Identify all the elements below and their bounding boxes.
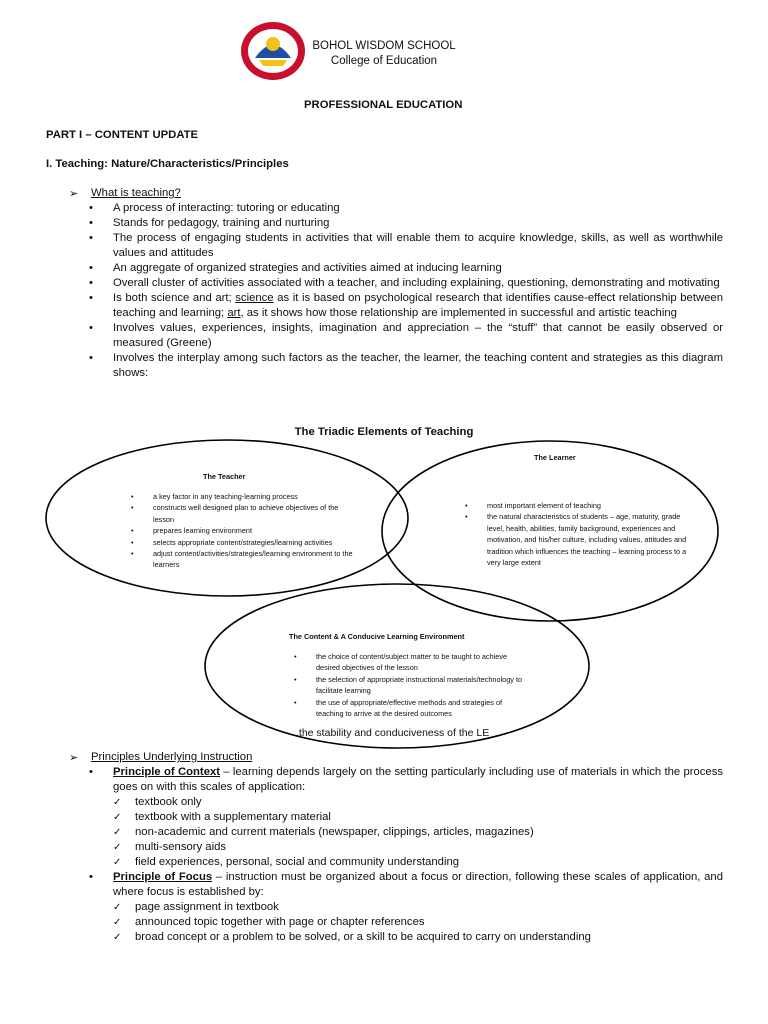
- principle-focus: • Principle of Focus – instruction must be organized about a focus or direction, following these scales of application, and where focus is established by:: [89, 871, 723, 898]
- checklist-item: ✓ announced topic together with page or chapter references: [113, 916, 425, 928]
- checkmark-icon: ✓: [113, 842, 122, 853]
- content-title: The Content & A Conducive Learning Environment: [289, 632, 465, 641]
- doc-title: PROFESSIONAL EDUCATION: [304, 99, 463, 111]
- list-item: • prepares learning environment: [131, 526, 252, 536]
- list-item: • A process of interacting: tutoring or educating: [89, 202, 340, 214]
- what-is-teaching-heading: What is teaching?: [91, 187, 181, 199]
- checklist-item: ✓ textbook only: [113, 796, 202, 808]
- diagram-title: The Triadic Elements of Teaching: [294, 426, 474, 438]
- checklist-item: ✓ broad concept or a problem to be solved, or a skill to be acquired to carry on understanding: [113, 931, 591, 943]
- teacher-list: [131, 491, 353, 571]
- content-list: [294, 651, 530, 728]
- checklist-item: ✓ multi-sensory aids: [113, 841, 227, 853]
- list-item: • the selection of appropriate instructional materials/technology to facilitate learning: [294, 674, 523, 696]
- principle-context: • Principle of Context – learning depends largely on the setting particularly including use of materials in which the process goes on with this scales of application:: [89, 766, 723, 793]
- list-item: • the natural characteristics of students – age, maturity, grade level, health, abilities, family background, experiences and motivation, and his/her culture, including values, attitudes and tradition which influences the teaching – learning process to a very large extent: [465, 512, 687, 568]
- learner-list: [465, 500, 687, 568]
- arrow-bullet-icon: ➢: [69, 188, 79, 200]
- list-item: • most important element of teaching: [465, 501, 601, 510]
- list-item: • An aggregate of organized strategies and activities aimed at inducing learning: [89, 262, 502, 274]
- list-item-science-art: • Is both science and art; science as it is based on psychological research that identifies cause-effect relationship between teaching and learning; art, as it shows how those relationship are implemented in successful and artistic teaching: [89, 292, 723, 319]
- section-title: I. Teaching: Nature/Characteristics/Principles: [46, 158, 289, 170]
- context-scale-list: [113, 795, 745, 870]
- content-overflow-line: .the stability and conduciveness of the LE: [296, 727, 490, 739]
- checkmark-icon: ✓: [113, 797, 122, 808]
- list-item: • the choice of content/subject matter to be taught to achieve desired objectives of the lesson: [294, 652, 508, 673]
- arrow-bullet-icon: ➢: [69, 752, 79, 764]
- checklist-item: ✓ page assignment in textbook: [113, 901, 279, 913]
- college-name: College of Education: [330, 55, 438, 67]
- checkmark-icon: ✓: [113, 827, 122, 838]
- checkmark-icon: ✓: [113, 917, 122, 928]
- learner-title: The Learner: [534, 453, 576, 462]
- principles-list: [89, 765, 723, 945]
- principles-heading: Principles Underlying Instruction: [91, 751, 253, 763]
- checklist-item: ✓ field experiences, personal, social and community understanding: [113, 856, 460, 868]
- list-item: • Stands for pedagogy, training and nurturing: [89, 217, 330, 229]
- list-item: • adjust content/activities/strategies/learning environment to the learners: [131, 549, 353, 570]
- list-item: • The process of engaging students in activities that will enable them to acquire knowledge, skills, as well as worthwhile values and attitudes: [89, 232, 723, 259]
- checkmark-icon: ✓: [113, 902, 122, 913]
- list-item: • Involves the interplay among such factors as the teacher, the learner, the teaching content and strategies as this diagram shows:: [89, 352, 723, 379]
- part-title: PART I – CONTENT UPDATE: [46, 129, 199, 141]
- checkmark-icon: ✓: [113, 857, 122, 868]
- teacher-title: The Teacher: [203, 472, 246, 481]
- checkmark-icon: ✓: [113, 812, 122, 823]
- checkmark-icon: ✓: [113, 932, 122, 943]
- list-item: • a key factor in any teaching-learning process: [131, 492, 298, 501]
- checklist-item: ✓ textbook with a supplementary material: [113, 811, 331, 823]
- art-term: art: [227, 307, 241, 319]
- focus-scale-list: [113, 900, 745, 945]
- list-item: • the use of appropriate/effective methods and strategies of teaching to arrive at the desired outcomes: [294, 697, 503, 719]
- list-item: • Involves values, experiences, insights, imagination and appreciation – the “stuff” that cannot be easily observed or measured (Greene): [89, 322, 723, 349]
- checklist-item: ✓ non-academic and current materials (newspaper, clippings, articles, magazines): [113, 826, 534, 838]
- list-item: • selects appropriate content/strategies/learning activities: [131, 537, 333, 547]
- science-term: science: [235, 292, 274, 304]
- school-name: BOHOL WISDOM SCHOOL: [312, 40, 456, 52]
- list-item: • constructs well designed plan to achieve objectives of the lesson: [131, 503, 339, 524]
- list-item: • Overall cluster of activities associated with a teacher, and including explaining, questioning, demonstrating and motivating: [89, 277, 720, 289]
